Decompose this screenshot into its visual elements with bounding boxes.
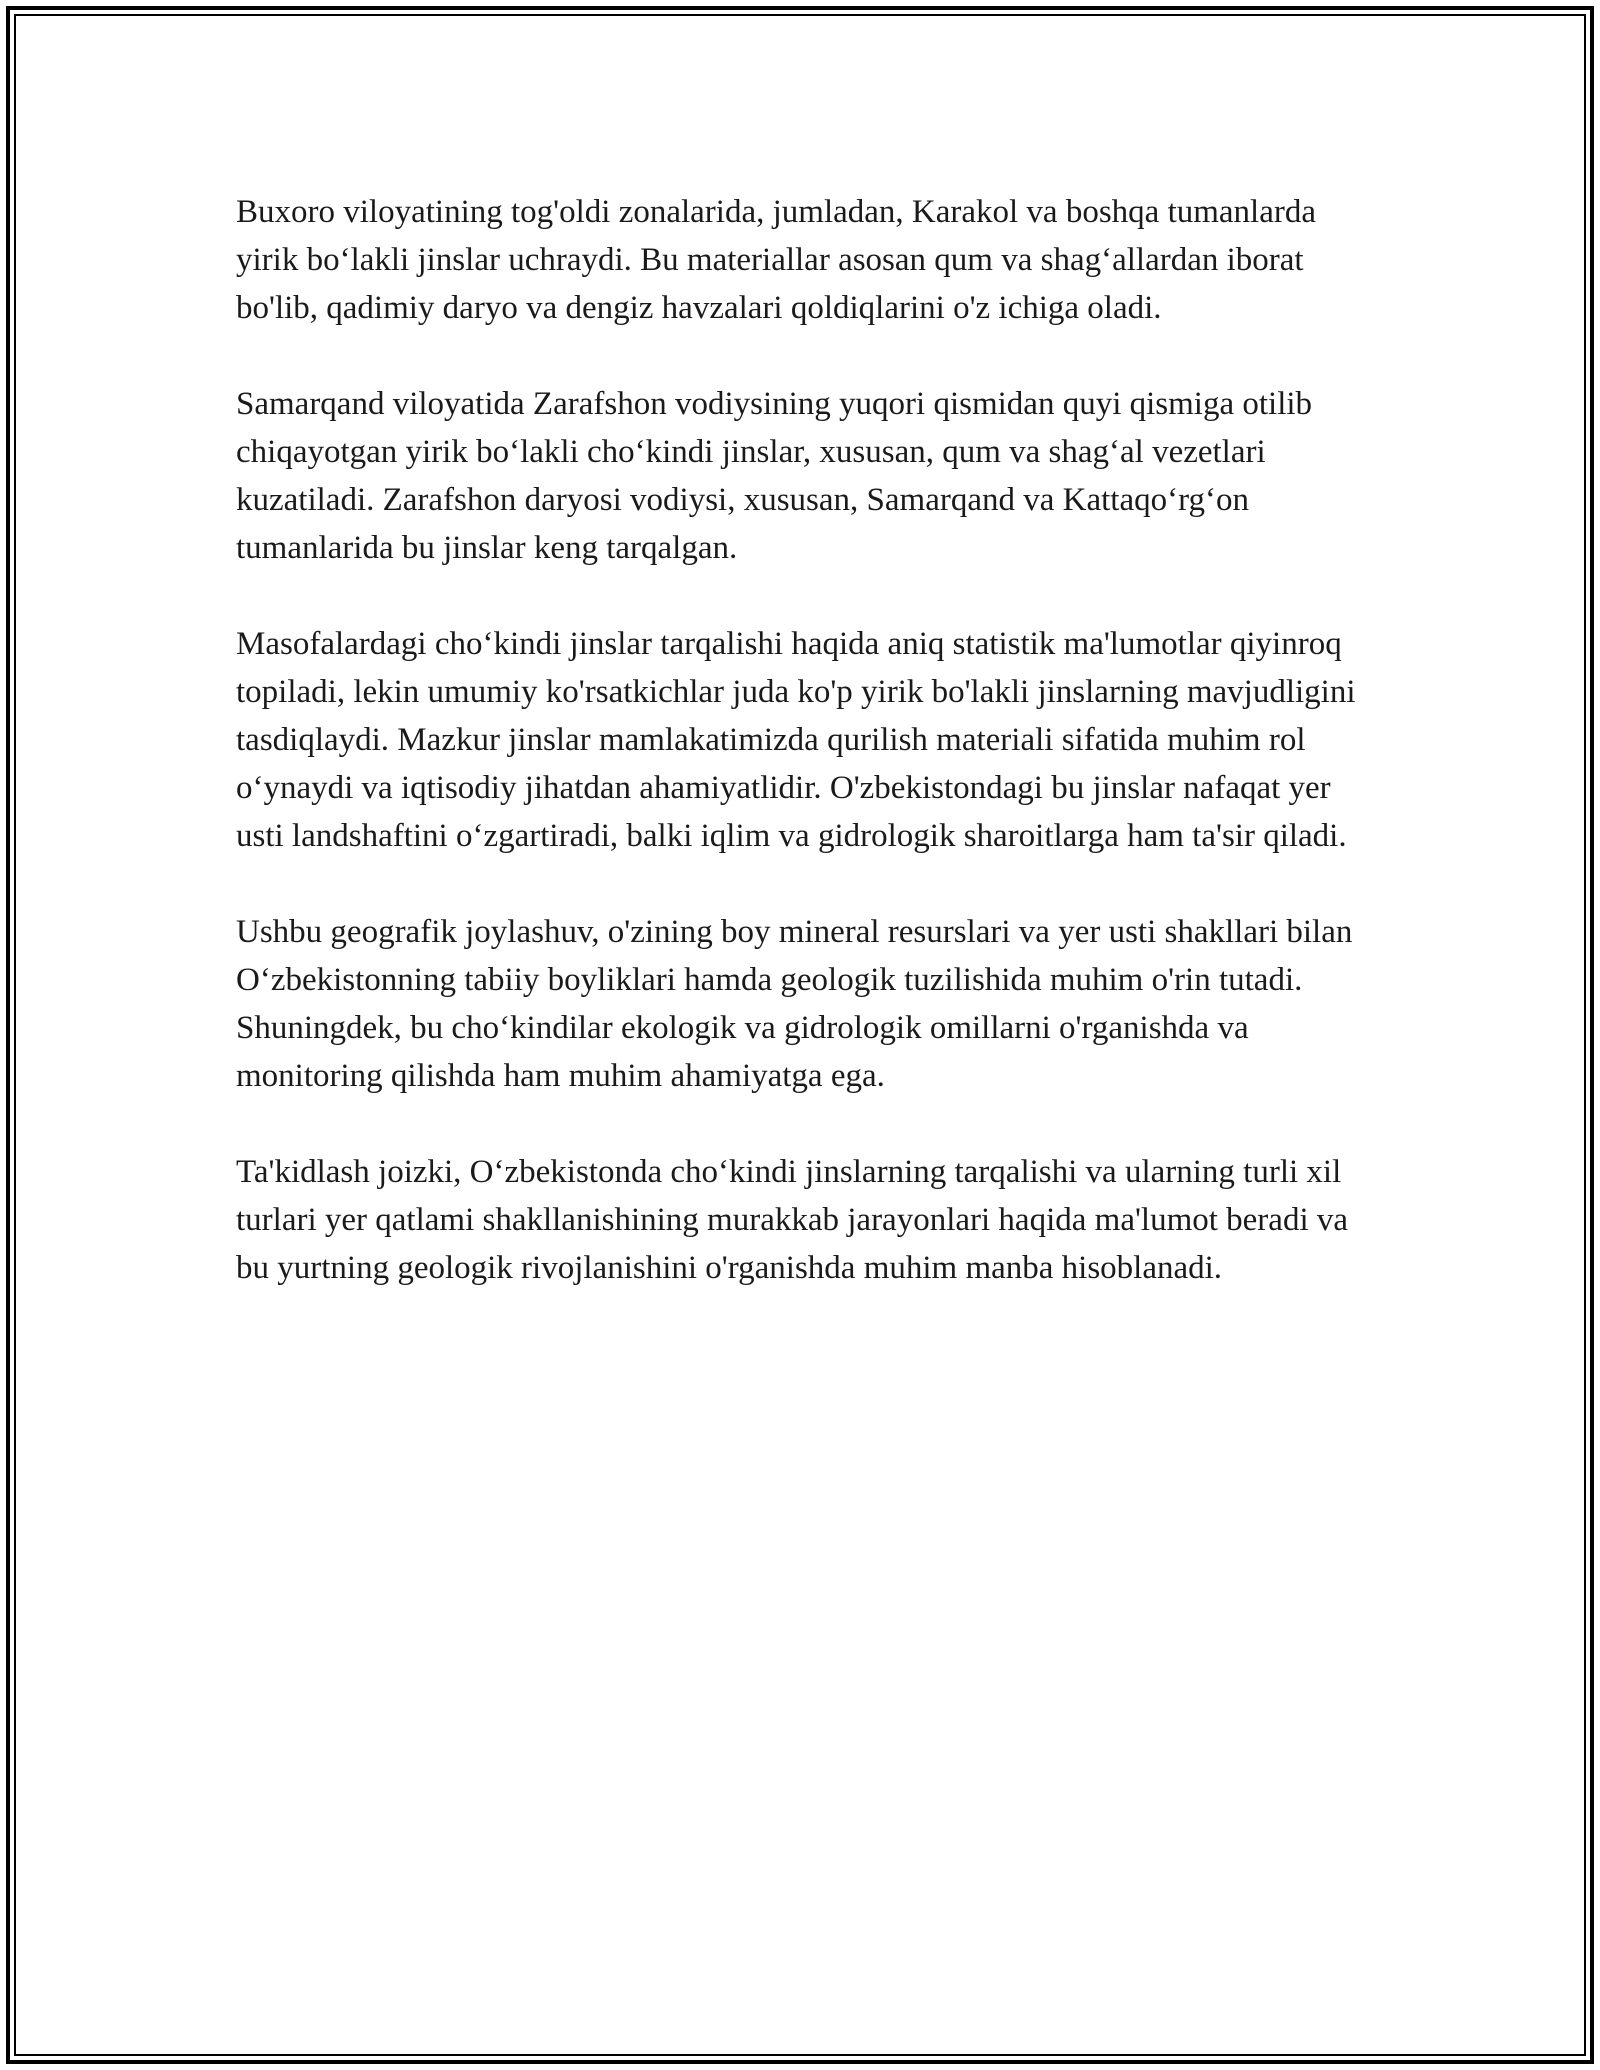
paragraph-bukhara: Buxoro viloyatining tog'oldi zonalarida, jumladan, Karakol va boshqa tumanlarda yirik bo‘lakli jinslar uchraydi. Bu materiallar asosan qum va shag‘allardan iborat bo'lib, qadimiy daryo va dengiz havzalari qoldiqlarini o'z ichiga oladi. [236,194,1317,326]
paragraph-distribution: Masofalardagi cho‘kindi jinslar tarqalishi haqida aniq statistik ma'lumotlar qiyinroq topiladi, lekin umumiy ko'rsatkichlar juda ko'p yirik bo'lakli jinslarning mavjudligini tasdiqlaydi. Mazkur jinslar mamlakatimizda qurilish materiali sifatida muhim rol o‘ynaydi va iqtisodiy jihatdan ahamiyatlidir. O'zbekistondagi bu jinslar nafaqat yer usti landshaftini o‘zgartiradi, balki iqlim va gidrologik sharoitlarga ham ta'sir qiladi. [236,626,1356,854]
paragraph-conclusion: Ta'kidlash joizki, O‘zbekistonda cho‘kindi jinslarning tarqalishi va ularning turli xil turlari yer qatlami shakllanishining murakkab jarayonlari haqida ma'lumot beradi va bu yurtning geologik rivojlanishini o'rganishda muhim manba hisoblanadi. [236,1154,1349,1286]
paragraph-geography: Ushbu geografik joylashuv, o'zining boy mineral resurslari va yer usti shakllari bilan O‘zbekistonning tabiiy boyliklari hamda geologik tuzilishida muhim o'rin tutadi. Shuningdek, bu cho‘kindilar ekologik va gidrologik omillarni o'rganishda va monitoring qilishda ham muhim ahamiyatga ega. [236,914,1353,1094]
paragraph-samarkand: Samarqand viloyatida Zarafshon vodiysining yuqori qismidan quyi qismiga otilib chiqayotgan yirik bo‘lakli cho‘kindi jinslar, xususan, qum va shag‘al vezetlari kuzatiladi. Zarafshon daryosi vodiysi, xususan, Samarqand va Kattaqo‘rg‘on tumanlarida bu jinslar keng tarqalgan. [236,386,1313,566]
document-body [236,188,1376,1340]
